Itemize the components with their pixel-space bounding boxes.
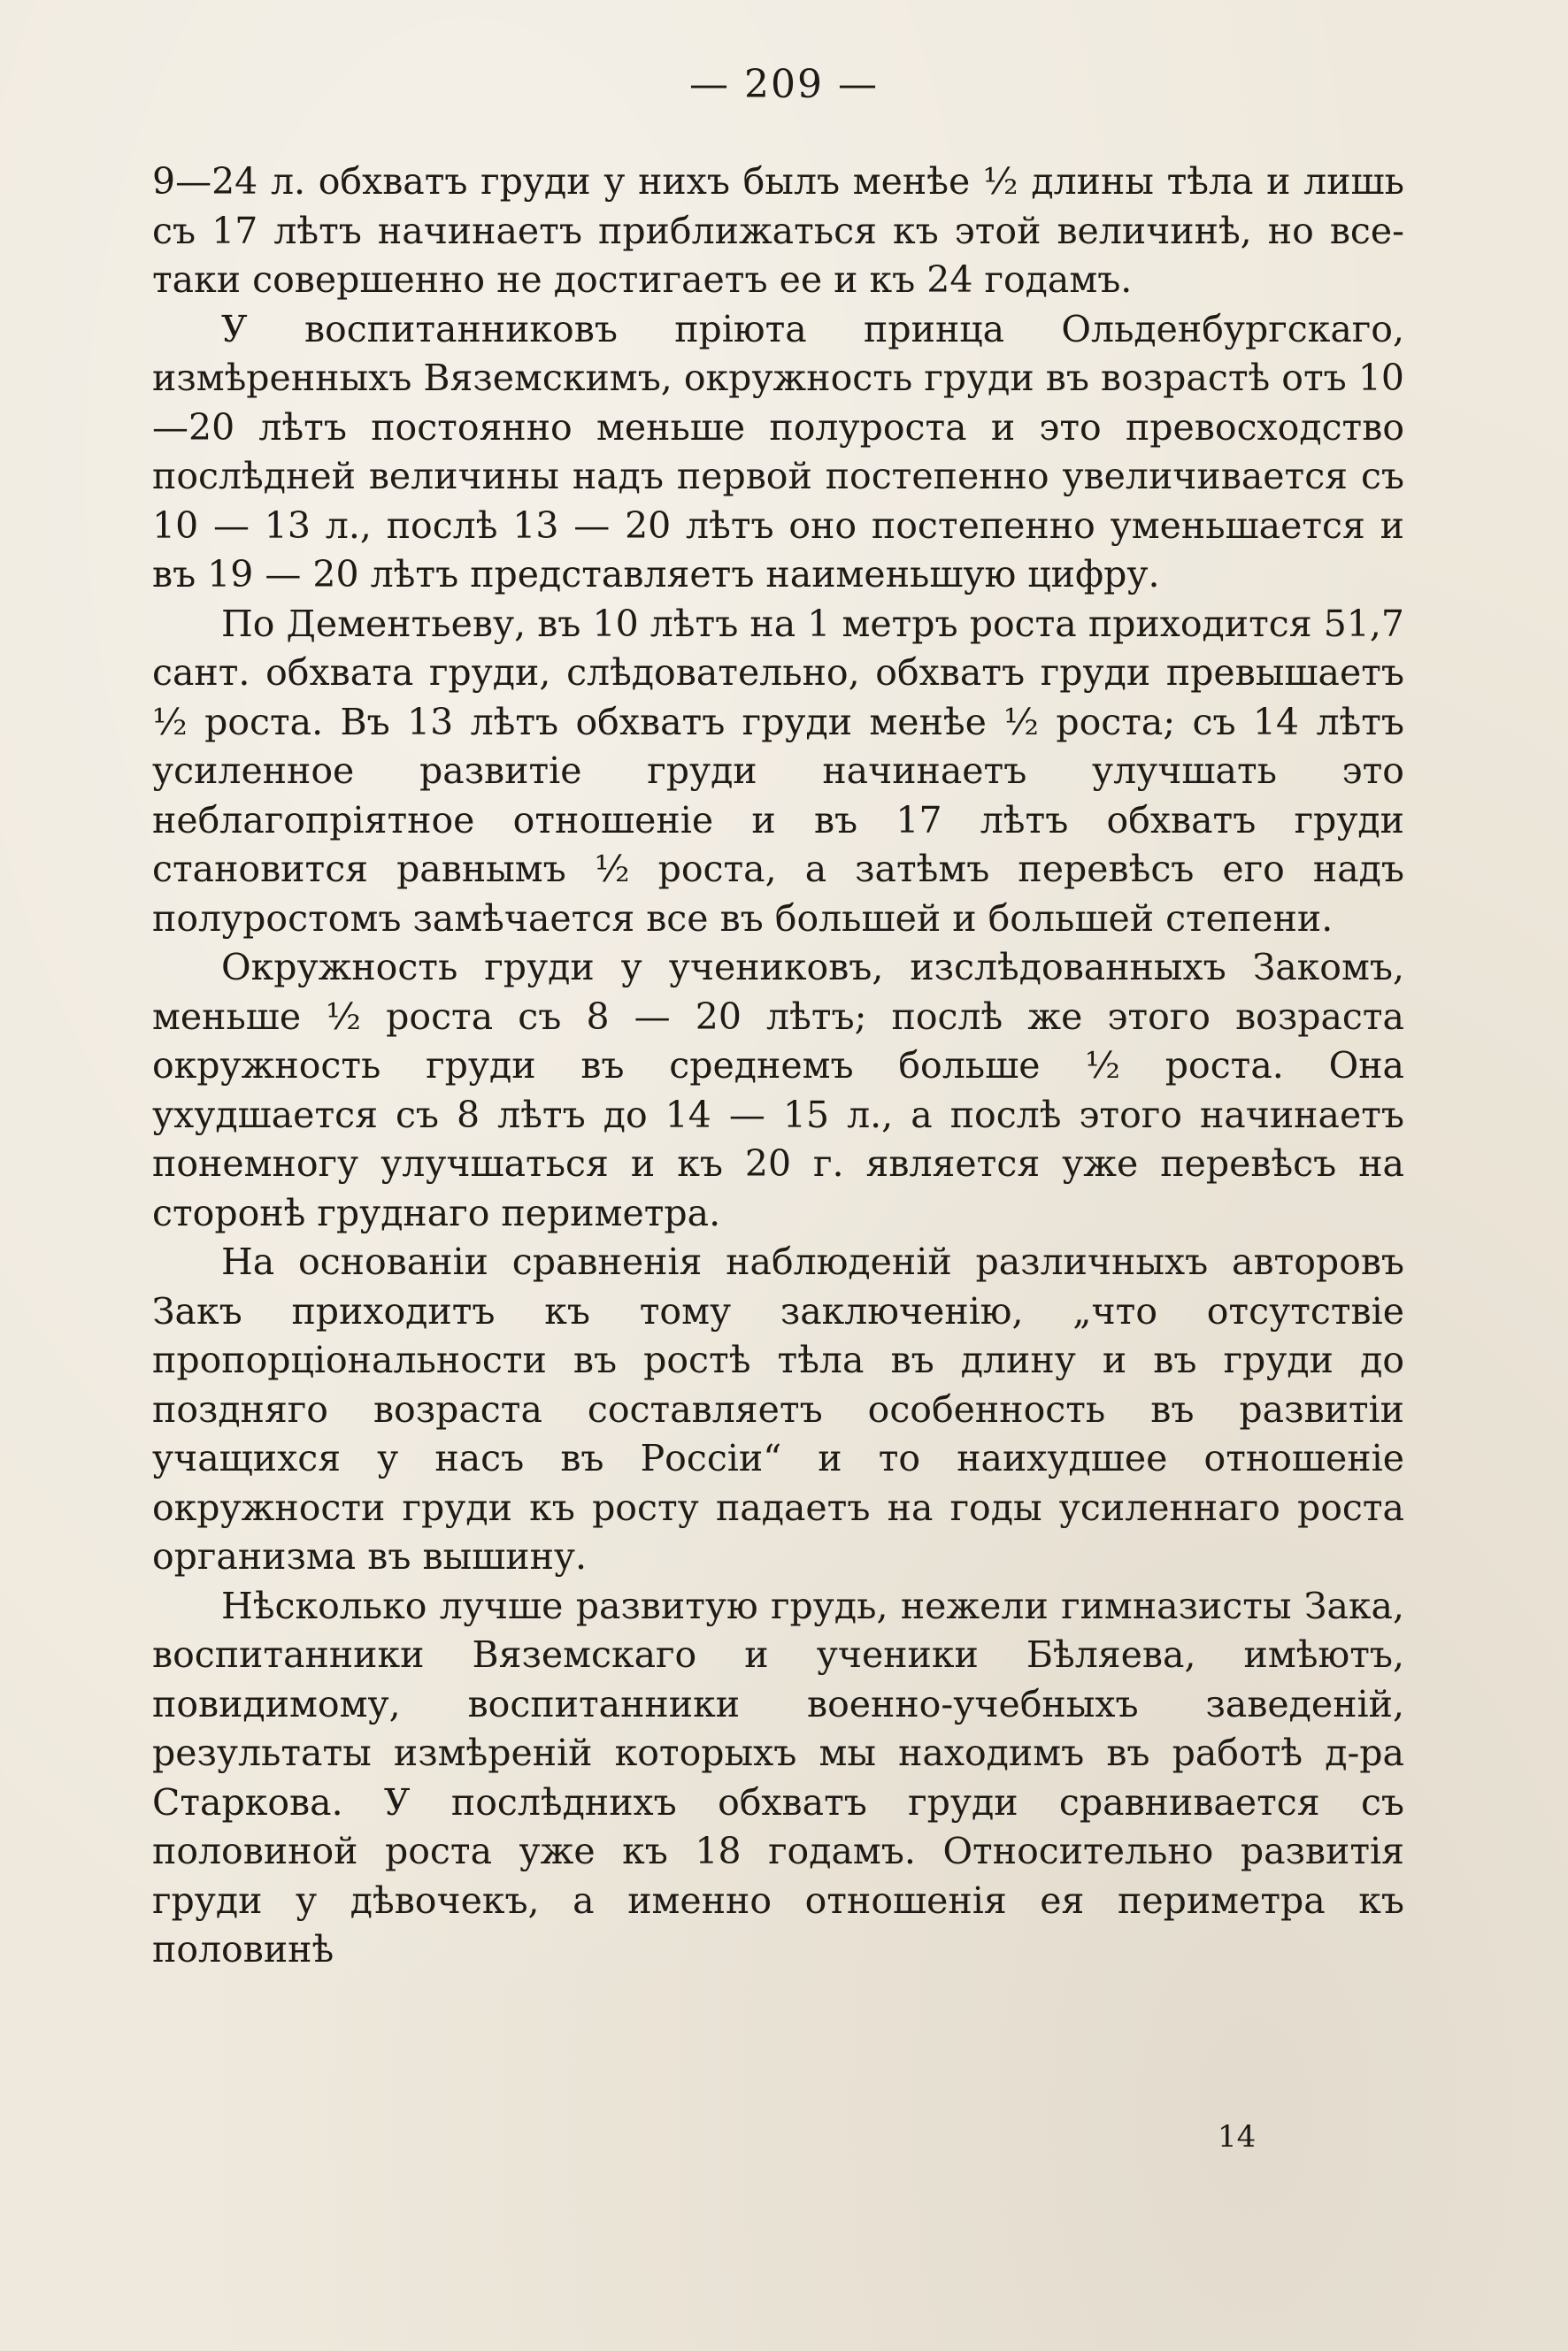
paragraph-continuation: 9—24 л. обхватъ груди у нихъ былъ менѣе ½ длины тѣла и лишь съ 17 лѣтъ начинаетъ приближаться къ этой величинѣ, но все-таки совершенно не достигаетъ ее и къ 24 годамъ.: [152, 160, 1404, 301]
body-text: [152, 158, 1404, 1975]
paragraph-vyazemsky: У воспитанниковъ пріюта принца Ольденбургскаго, измѣренныхъ Вяземскимъ, окружность груди въ возрастѣ отъ 10—20 лѣтъ постоянно меньше полуроста и это превосходство послѣдней величины надъ первой постепенно увеличивается съ 10 — 13 л., послѣ 13 — 20 лѣтъ оно постепенно уменьшается и въ 19 — 20 лѣтъ представляетъ наименьшую цифру.: [152, 307, 1404, 595]
page-number: — 209 —: [689, 62, 879, 107]
paragraph-zak-students: Окружность груди у учениковъ, изслѣдованныхъ Закомъ, меньше ½ роста съ 8 — 20 лѣтъ; послѣ же этого возраста окружность груди въ среднемъ больше ½ роста. Она ухудшается съ 8 лѣтъ до 14 — 15 л., а послѣ этого начинаетъ понемногу улучшаться и къ 20 г. является уже перевѣсъ на сторонѣ груднаго периметра.: [152, 946, 1404, 1234]
paragraph-military-schools: Нѣсколько лучше развитую грудь, нежели гимназисты Зака, воспитанники Вяземскаго и ученики Бѣляева, имѣютъ, повидимому, воспитанники военно-учебныхъ заведеній, результаты измѣреній которыхъ мы находимъ въ работѣ д-ра Старкова. У послѣднихъ обхватъ груди сравнивается съ половиной роста уже къ 18 годамъ. Относительно развитія груди у дѣвочекъ, а именно отношенія ея периметра къ половинѣ: [152, 1584, 1404, 1971]
signature-mark: 14: [1218, 2119, 1257, 2155]
paragraph-dementiev: По Дементьеву, въ 10 лѣтъ на 1 метръ роста приходится 51,7 сант. обхвата груди, слѣдовательно, обхватъ груди превышаетъ ½ роста. Въ 13 лѣтъ обхватъ груди менѣе ½ роста; съ 14 лѣтъ усиленное развитіе груди начинаетъ улучшать это неблагопріятное отношеніе и въ 17 лѣтъ обхватъ груди становится равнымъ ½ роста, а затѣмъ перевѣсъ его надъ полуростомъ замѣчается все въ большей и большей степени.: [152, 602, 1404, 940]
paragraph-zak-conclusion: На основаніи сравненія наблюденій различныхъ авторовъ Закъ приходитъ къ тому заключенію, „что отсутствіе пропорціональности въ ростѣ тѣла въ длину и въ груди до поздняго возраста составляетъ особенность въ развитіи учащихся у насъ въ Россіи“ и то наихудшее отношеніе окружности груди къ росту падаетъ на годы усиленнаго роста организма въ вышину.: [152, 1241, 1404, 1578]
